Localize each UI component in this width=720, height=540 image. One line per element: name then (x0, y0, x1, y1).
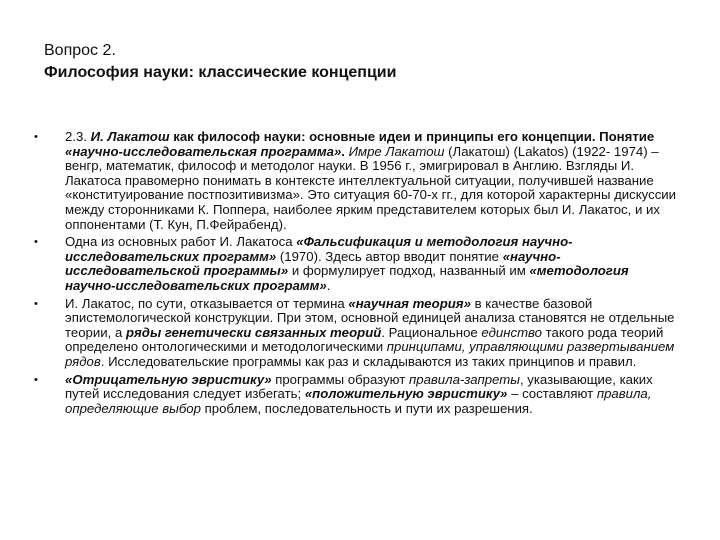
bullet-item-3 (30, 297, 678, 370)
bullet-item-1 (30, 130, 678, 232)
bullet-text-segment: Имре Лакатош (348, 143, 445, 159)
bullet-text-segment: «Фальсификация и методология научно-исследовательских программ» (65, 234, 573, 264)
bullet-text-segment: «научная теория» (348, 295, 471, 311)
bullet-text-segment: . (341, 143, 349, 159)
bullet-item-2 (30, 235, 678, 293)
bullet-text-segment: «Отрицательную эвристику» (65, 371, 272, 387)
bullet-icon: • (34, 236, 38, 249)
bullet-text-segment: проблем, последовательность и пути их разрешения. (200, 400, 533, 416)
bullet-text-segment: как философ науки: основные идеи и принципы его концепции. Понятие (169, 129, 655, 144)
bullet-list (30, 130, 678, 416)
bullet-text-segment: в качестве базовой эпистемологической конструкции. При этом, основной единицей анализа становятся не отдельные теории, а (65, 295, 675, 340)
bullet-text-segment: И. Лакатос, по сути, отказывается от термина (65, 295, 349, 311)
bullet-text-segment: «научно-исследовательская программа» (65, 143, 342, 159)
bullet-text-segment: программы образуют (271, 371, 409, 387)
bullet-text-segment: 2.3. (65, 129, 91, 144)
bullet-text-segment: «научно-исследовательской программы» (65, 248, 561, 279)
bullet-text-segment: – составляют (507, 386, 597, 402)
bullet-text-segment: принципами, управляющими развертыванием рядов (65, 339, 675, 369)
bullet-icon: • (34, 297, 38, 310)
bullet-item-4 (30, 373, 678, 417)
bullet-text-segment: «методология научно-исследовательских программ» (65, 263, 629, 293)
bullet-text-segment: , указывающие, каких путей исследования следует избегать; (65, 371, 653, 402)
bullet-text-segment: правила, определяющие выбор (65, 386, 652, 416)
bullet-text-segment: (1970). Здесь автор вводит понятие (276, 248, 503, 264)
bullet-text-segment: «положительную эвристику» (304, 386, 508, 402)
bullet-text-segment: и формулирует подход, названный им (288, 263, 530, 279)
bullet-text-segment: Одна из основных работ И. Лакатоса (65, 234, 297, 250)
bullet-text-segment: . Исследовательские программы как раз и складываются из таких принципов и правил. (100, 353, 637, 369)
bullet-icon: • (34, 373, 38, 386)
bullet-text-segment: . Рациональное (381, 324, 482, 340)
bullet-text-segment: правила-запреты (408, 371, 520, 387)
bullet-text-segment: единство (481, 324, 542, 340)
bullet-text-segment: такого рода теорий определено онтологическими и методологическими (65, 324, 664, 355)
bullet-text-segment: ряды генетически связанных теорий (125, 324, 382, 340)
bullet-icon: • (34, 131, 38, 143)
bullet-text-segment: . (326, 277, 331, 293)
title-question-number: Вопрос 2. (44, 42, 116, 59)
title-topic: Философия науки: классические концепции (44, 64, 397, 81)
bullet-text-segment: И. Лакатош (90, 129, 170, 144)
slide-title (44, 40, 684, 84)
bullet-text-segment: (Лакатош) (Lakatos) (1922- 1974) – венгр, математик, философ и методолог науки. В 1956 г., эмигрировал в Англию. Взгляды И. Лакатоса правомерно понимать в контексте интеллектуальной ситуации, получившей название «конституирование постпозитивизма». Это ситуация 60-70-х гг., для которой характерны дискуссии между сторонниками К. Поппера, наиболее ярким представителем которых был И. Лакатос, и их оппонентами (Т. Кун, П.Фейрабенд). (65, 143, 677, 232)
